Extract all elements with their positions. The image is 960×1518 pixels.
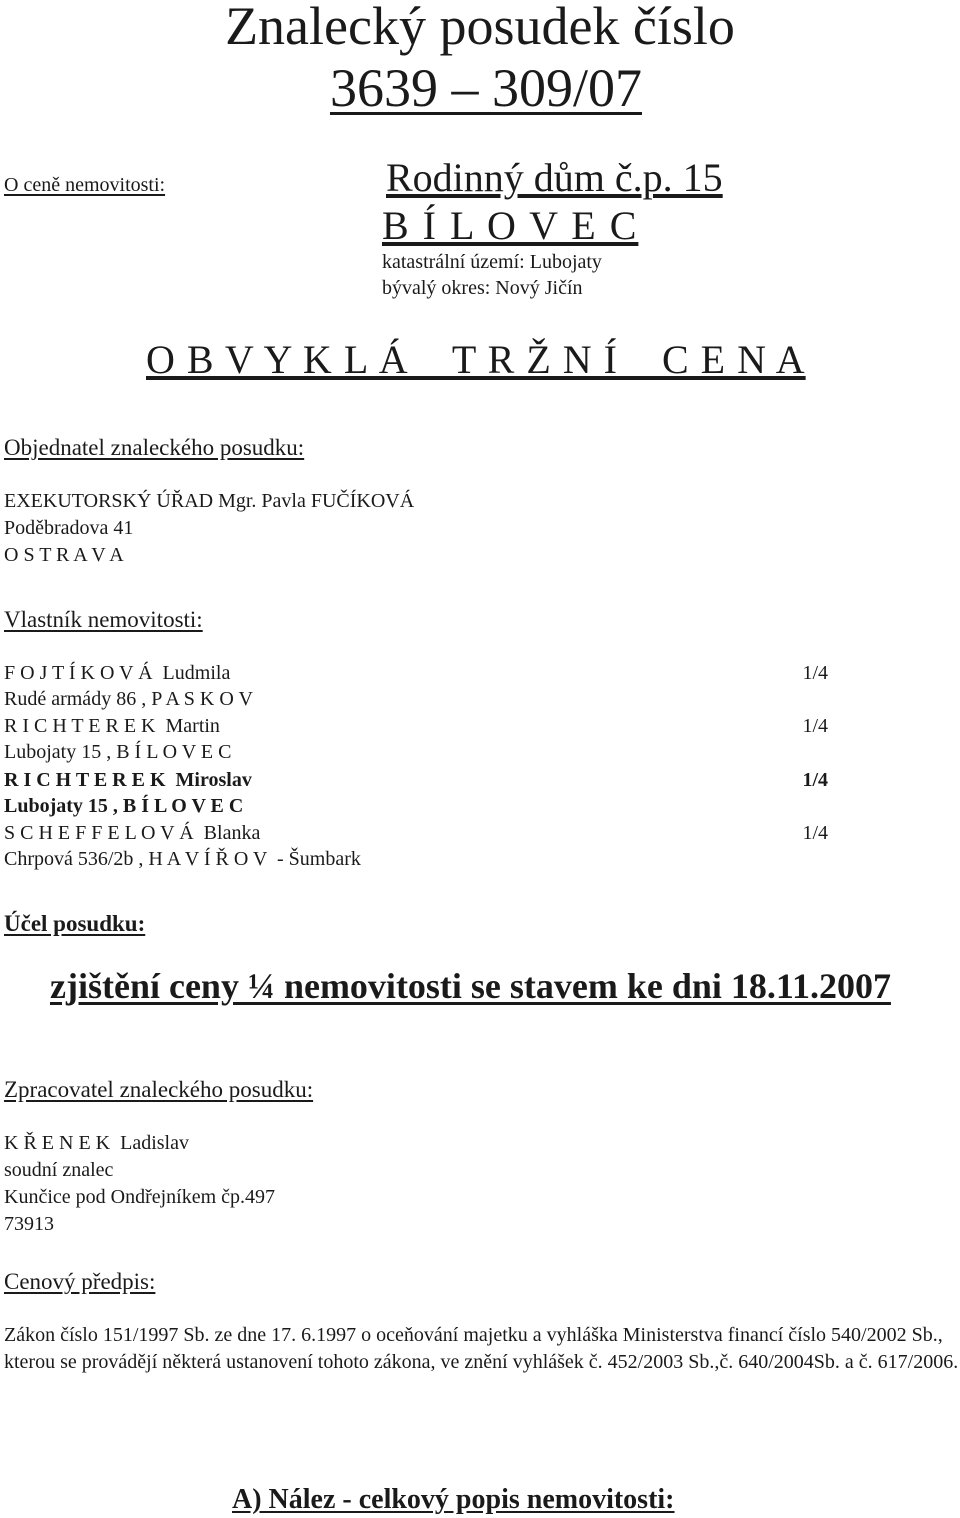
owner-address-text: Rudé armády 86 , P A S K O V xyxy=(4,688,253,710)
price-rule-heading: Cenový předpis: xyxy=(4,1269,156,1294)
owner-row xyxy=(4,767,828,793)
property-label: O ceně nemovitosti: xyxy=(4,174,166,196)
owner-share: 1/4 xyxy=(802,769,828,791)
owner-address xyxy=(4,846,828,872)
owner-address-text: Lubojaty 15 , B Í L O V E C xyxy=(4,741,232,763)
owner-address xyxy=(4,739,828,765)
owner-share: 1/4 xyxy=(802,715,828,737)
owner-address-text: Chrpová 536/2b , H A V Í Ř O V - Šumbark xyxy=(4,848,361,870)
owner-share: 1/4 xyxy=(802,662,828,684)
owner-row xyxy=(4,820,828,846)
price-rule-text: Zákon číslo 151/1997 Sb. ze dne 17. 6.1997 o oceňování majetku a vyhláška Ministerstva financí číslo 540/2002 Sb., kterou se provádějí některá ustanovení tohoto zákona, ve znění vyhlášek č. 452/2003 Sb.,č. 640/2004Sb. a č. 617/2006. xyxy=(4,1324,959,1373)
property-town: B Í L O V E C xyxy=(382,203,639,248)
processor-heading: Zpracovatel znaleckého posudku: xyxy=(4,1077,314,1102)
report-number: 3639 – 309/07 xyxy=(329,58,642,118)
processor-line: soudní znalec xyxy=(4,1159,114,1181)
owner-share: 1/4 xyxy=(802,822,828,844)
client-line: O S T R A V A xyxy=(4,544,124,566)
owner-name: F O J T Í K O V Á Ludmila xyxy=(4,662,231,684)
market-price-heading: O B V Y K L Á T R Ž N Í C E N A xyxy=(146,337,806,382)
owner-row xyxy=(4,713,828,739)
cadastral-area: katastrální území: Lubojaty xyxy=(382,251,602,273)
report-title: Znalecký posudek číslo xyxy=(225,0,735,56)
purpose-text: zjištění ceny ¼ nemovitosti se stavem ke dni 18.11.2007 xyxy=(50,966,891,1006)
former-district: bývalý okres: Nový Jičín xyxy=(382,277,583,299)
section-a-heading: A) Nález - celkový popis nemovitosti: xyxy=(232,1484,675,1515)
owner-address xyxy=(4,686,828,712)
processor-line: 73913 xyxy=(4,1213,54,1235)
owner-address xyxy=(4,793,828,819)
client-heading: Objednatel znaleckého posudku: xyxy=(4,435,305,460)
owner-address-text: Lubojaty 15 , B Í L O V E C xyxy=(4,795,244,817)
owner-name: R I C H T E R E K Martin xyxy=(4,715,220,737)
owner-name: R I C H T E R E K Miroslav xyxy=(4,769,252,791)
property-name: Rodinný dům č.p. 15 xyxy=(386,155,723,200)
processor-line: Kunčice pod Ondřejníkem čp.497 xyxy=(4,1186,276,1208)
owners-heading: Vlastník nemovitosti: xyxy=(4,607,203,632)
client-line: EXEKUTORSKÝ ÚŘAD Mgr. Pavla FUČÍKOVÁ xyxy=(4,490,415,512)
owner-row xyxy=(4,660,828,686)
processor-line: K Ř E N E K Ladislav xyxy=(4,1132,189,1154)
client-line: Poděbradova 41 xyxy=(4,517,134,539)
purpose-heading: Účel posudku: xyxy=(4,911,146,936)
owner-name: S C H E F F E L O V Á Blanka xyxy=(4,822,261,844)
